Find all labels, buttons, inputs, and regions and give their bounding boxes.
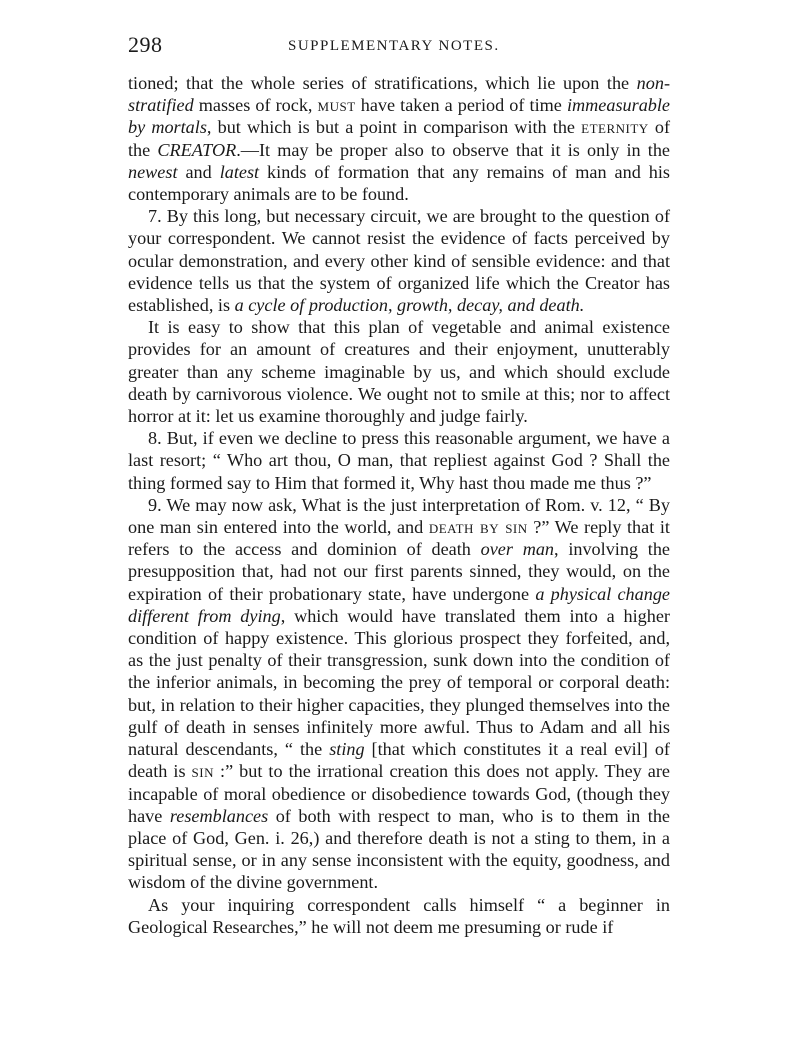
page-header (128, 32, 670, 58)
body-text (128, 72, 670, 938)
paragraph-10: As your inquiring correspondent calls himself “ a beginner in Geological Researches,” he will not deem me presuming or rude if (128, 894, 670, 937)
paragraph-7: 7. By this long, but necessary circuit, we are brought to the question of your correspondent. We cannot resist the evidence of facts perceived by ocular demonstration, and every other kind of sensible evidence: and that evidence tells us that the system of organized life which the Creator has established, is a cycle of production, growth, decay, and death. (128, 206, 670, 316)
paragraph-continued: tioned; that the whole series of stratifications, which lie upon the non-stratified masses of rock, must have taken a period of time immeasurable by mortals, but which is but a point in comparison with the eternity of the CREATOR.—It may be proper also to observe that it is only in the newest and latest kinds of formation that any remains of man and his contemporary animals are to be found. (128, 73, 671, 205)
paragraph-9: 9. We may now ask, What is the just interpretation of Rom. v. 12, “ By one man sin entered into the world, and death by sin ?” We reply that it refers to the access and dominion of death over man, involving the presupposition that, had not our first parents sinned, they would, on the expiration of their probationary state, have undergone a physical change different from dying, which would have translated them into a higher condition of happy existence. This glorious prospect they forfeited, and, as the just penalty of their transgression, sunk down into the condition of the inferior animals, in becoming the prey of temporal or corporal death: but, in relation to their higher capacities, they plunged themselves into the gulf of death in senses infinitely more awful. Thus to Adam and all his natural descendants, “ the sting [that which constitutes it a real evil] of death is sin :” but to the irrational creation this does not apply. They are incapable of moral obedience or disobedience towards God, (though they have resemblances of both with respect to man, who is to them in the place of God, Gen. i. 26,) and therefore death is not a sting to them, in a spiritual sense, or in any sense inconsistent with the equity, goodness, and wisdom of the divine government. (128, 494, 670, 893)
page-number: 298 (128, 32, 163, 57)
running-head: SUPPLEMENTARY NOTES. (288, 38, 500, 54)
paragraph-7-continued: It is easy to show that this plan of vegetable and animal existence provides for an amount of creatures and their enjoyment, unutterably greater than any scheme imaginable by us, and which should exclude death by carnivorous violence. We ought not to smile at this; nor to affect horror at it: let us examine thoroughly and judge fairly. (128, 317, 670, 427)
paragraph-8: 8. But, if even we decline to press this reasonable argument, we have a last resort; “ Who art thou, O man, that repliest against God ? Shall the thing formed say to Him that formed it, Why hast thou made me thus ?” (128, 428, 670, 493)
